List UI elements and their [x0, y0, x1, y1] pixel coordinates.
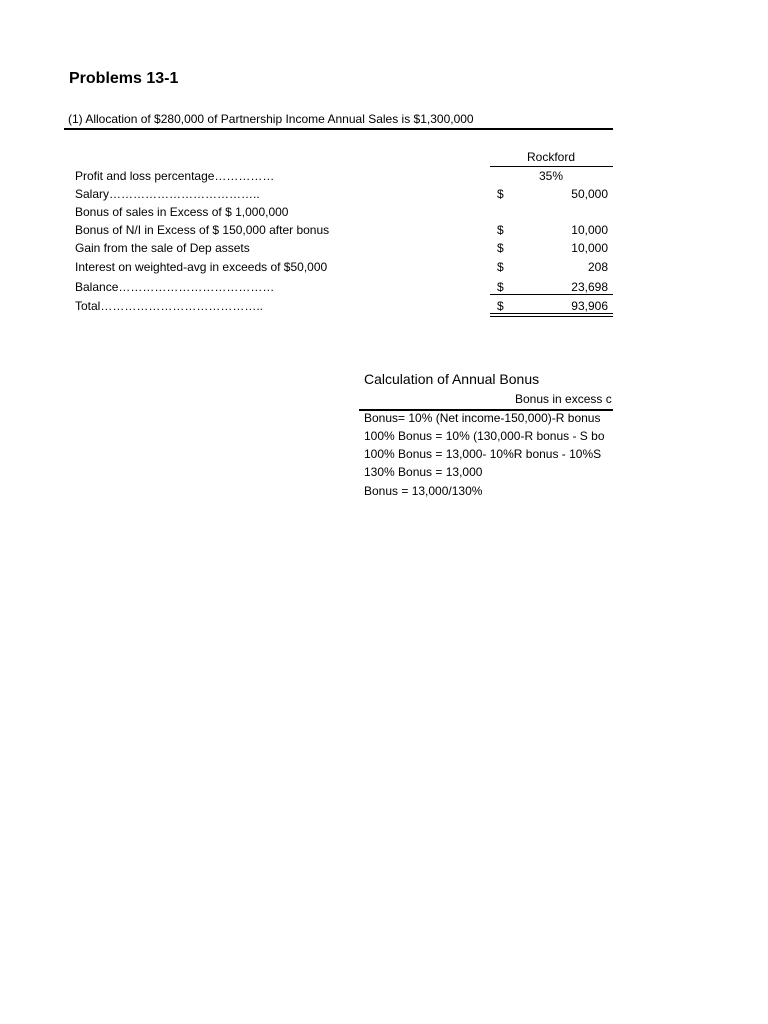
- calculation-line: Bonus= 10% (Net income-150,000)-R bonus: [364, 411, 601, 425]
- total-double-underline-bottom: [490, 316, 613, 317]
- row-value-interest: 208: [587, 260, 608, 274]
- row-label-bonus-ni: Bonus of N/I in Excess of $ 150,000 after bonus: [75, 223, 330, 237]
- row-currency-interest: $: [497, 260, 504, 274]
- row-label-balance: Balance…………………………………: [75, 280, 275, 294]
- calculation-line: Bonus = 13,000/130%: [364, 484, 483, 498]
- row-value-bonus-ni: 10,000: [571, 223, 608, 237]
- row-currency-total: $: [497, 299, 504, 313]
- row-label-interest: Interest on weighted-avg in exceeds of $50,000: [75, 260, 328, 274]
- page-title: Problems 13-1: [69, 70, 179, 87]
- column-header-rockford: Rockford: [526, 150, 576, 164]
- row-label-gain-sale: Gain from the sale of Dep assets: [75, 241, 250, 255]
- row-currency-salary: $: [497, 187, 504, 201]
- header-rule: [64, 128, 613, 130]
- allocation-subtitle: (1) Allocation of $280,000 of Partnership Income Annual Sales is $1,300,000: [68, 112, 474, 126]
- row-label-bonus-sales: Bonus of sales in Excess of $ 1,000,000: [75, 205, 289, 219]
- row-value-total: 93,906: [571, 299, 608, 313]
- row-value-gain-sale: 10,000: [571, 241, 608, 255]
- row-label-profit-loss: Profit and loss percentage……………: [75, 169, 275, 183]
- row-currency-gain-sale: $: [497, 241, 504, 255]
- total-double-underline-top: [490, 313, 613, 314]
- row-value-salary: 50,000: [571, 187, 608, 201]
- balance-underline: [490, 294, 613, 295]
- calculation-line: 130% Bonus = 13,000: [364, 465, 483, 479]
- calculation-title: Calculation of Annual Bonus: [364, 371, 540, 387]
- calculation-line: 100% Bonus = 10% (130,000-R bonus - S bo: [364, 429, 605, 443]
- row-label-salary: Salary………………………………..: [75, 187, 260, 201]
- row-value-balance: 23,698: [571, 280, 608, 294]
- calculation-column-header: Bonus in excess c: [515, 392, 612, 406]
- row-currency-bonus-ni: $: [497, 223, 504, 237]
- row-currency-balance: $: [497, 280, 504, 294]
- row-label-total: Total…………………………………..: [75, 299, 264, 313]
- calculation-line: 100% Bonus = 13,000- 10%R bonus - 10%S: [364, 447, 602, 461]
- row-value-profit-loss: 35%: [538, 169, 564, 183]
